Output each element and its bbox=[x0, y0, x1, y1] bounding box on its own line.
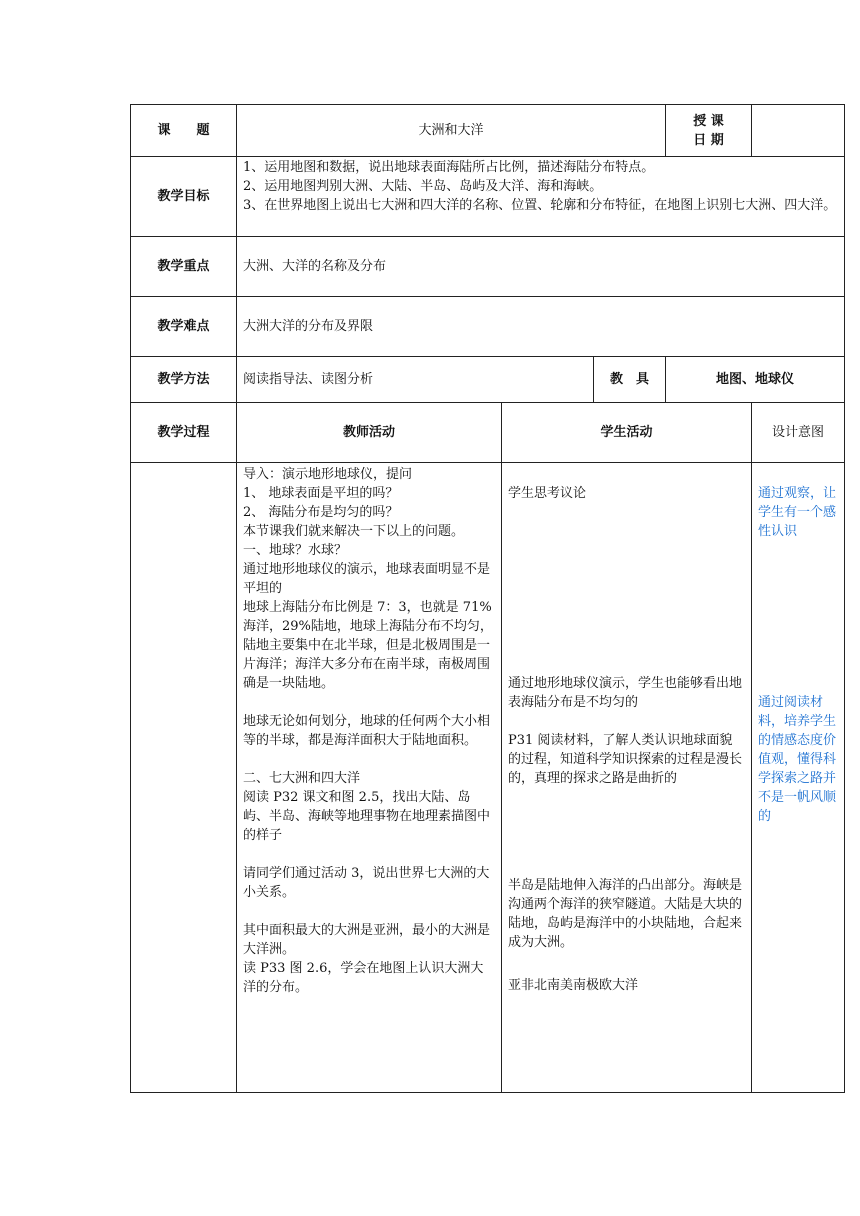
teacher-line: 一、地球？水球？ bbox=[243, 543, 348, 558]
design-header: 设计意图 bbox=[752, 403, 845, 463]
objective-2: 2、运用地图判别大洲、大陆、半岛、岛屿及大洋、海和海峡。 bbox=[243, 179, 603, 194]
student-item-3: P31 阅读材料，了解人类认识地球面貌的过程，知道科学知识探索的过程是漫长的，真理的探求之路是曲折的 bbox=[508, 733, 743, 786]
subject-label: 课 题 bbox=[131, 105, 237, 157]
teacher-line: 阅读 P32 课文和图 2.5，找出大陆、岛屿、半岛、海峡等地理事物在地理素描图中的样子 bbox=[243, 790, 491, 843]
objective-3: 3、在世界地图上说出七大洲和四大洋的名称、位置、轮廓和分布特征，在地图上识别七大洲、四大洋。 bbox=[243, 198, 837, 213]
objective-1: 1、运用地图和数据，说出地球表面海陆所占比例，描述海陆分布特点。 bbox=[243, 160, 655, 175]
teacher-line: 二、七大洲和四大洋 bbox=[243, 771, 361, 786]
date-label-line2: 日 期 bbox=[693, 132, 724, 148]
student-item-1: 学生思考议论 bbox=[508, 486, 587, 501]
tools-value: 地图、地球仪 bbox=[666, 357, 845, 403]
teacher-line: 导入：演示地形地球仪，提问 bbox=[243, 467, 413, 482]
process-empty-cell bbox=[131, 463, 237, 1093]
teacher-line: 读 P33 图 2.6，学会在地图上认识大洲大洋的分布。 bbox=[243, 961, 484, 995]
process-header-row bbox=[131, 403, 845, 463]
teacher-block-hemisphere bbox=[243, 712, 495, 750]
teacher-line: 本节课我们就来解决一下以上的问题。 bbox=[243, 524, 465, 539]
difficulties-value: 大洲大洋的分布及界限 bbox=[237, 297, 845, 357]
teacher-block-asia bbox=[243, 921, 495, 997]
design-item-1: 通过观察，让学生有一个感性认识 bbox=[758, 486, 837, 539]
teacher-line: 其中面积最大的大洲是亚洲，最小的大洲是大洋洲。 bbox=[243, 923, 491, 957]
teacher-block-earth bbox=[243, 541, 495, 693]
tools-label: 教 具 bbox=[594, 357, 666, 403]
date-label bbox=[666, 105, 752, 157]
design-intent bbox=[752, 463, 845, 1093]
key-points-value: 大洲、大洋的名称及分布 bbox=[237, 237, 845, 297]
student-item-2: 通过地形地球仪演示，学生也能够看出地表海陆分布是不均匀的 bbox=[508, 676, 743, 710]
subject-value: 大洲和大洋 bbox=[237, 105, 666, 157]
key-points-row bbox=[131, 237, 845, 297]
teacher-header: 教师活动 bbox=[237, 403, 502, 463]
teacher-block-activity3 bbox=[243, 864, 495, 902]
teacher-line: 2、 海陆分布是均匀的吗？ bbox=[243, 505, 399, 520]
teacher-line: 请同学们通过活动 3，说出世界七大洲的大小关系。 bbox=[243, 866, 490, 900]
difficulties-label: 教学难点 bbox=[131, 297, 237, 357]
methods-label: 教学方法 bbox=[131, 357, 237, 403]
difficulties-row bbox=[131, 297, 845, 357]
student-item-5: 亚非北南美南极欧大洋 bbox=[508, 978, 639, 993]
student-activity bbox=[502, 463, 752, 1093]
teacher-block-intro bbox=[243, 465, 495, 541]
process-label: 教学过程 bbox=[131, 403, 237, 463]
objectives-row bbox=[131, 157, 845, 237]
design-item-2: 通过阅读材料，培养学生的情感态度价值观，懂得科学探索之路并不是一帆风顺的 bbox=[758, 695, 837, 824]
teacher-line: 地球上海陆分布比例是 7：3，也就是 71%海洋，29%陆地，地球上海陆分布不均匀，陆地主要集中在北半球，但是北极周围是一片海洋；海洋大多分布在南半球，南极周围确是一块陆地。 bbox=[243, 600, 493, 691]
teacher-line: 地球无论如何划分，地球的任何两个大小相等的半球，都是海洋面积大于陆地面积。 bbox=[243, 714, 491, 748]
date-label-line1: 授 课 bbox=[693, 113, 724, 129]
objectives-content bbox=[237, 157, 845, 237]
lesson-plan-table bbox=[130, 104, 845, 1093]
teacher-activity bbox=[237, 463, 502, 1093]
date-value bbox=[752, 105, 845, 157]
process-body-row bbox=[131, 463, 845, 1093]
key-points-label: 教学重点 bbox=[131, 237, 237, 297]
methods-row bbox=[131, 357, 845, 403]
teacher-line: 通过地形地球仪的演示，地球表面明显不是平坦的 bbox=[243, 562, 491, 596]
methods-value: 阅读指导法、读图分析 bbox=[237, 357, 594, 403]
teacher-line: 1、 地球表面是平坦的吗？ bbox=[243, 486, 399, 501]
objectives-label: 教学目标 bbox=[131, 157, 237, 237]
teacher-block-continents bbox=[243, 769, 495, 845]
student-header: 学生活动 bbox=[502, 403, 752, 463]
subject-row bbox=[131, 105, 845, 157]
student-item-4: 半岛是陆地伸入海洋的凸出部分。海峡是沟通两个海洋的狭窄隧道。大陆是大块的陆地，岛屿是海洋中的小块陆地，合起来成为大洲。 bbox=[508, 878, 743, 950]
